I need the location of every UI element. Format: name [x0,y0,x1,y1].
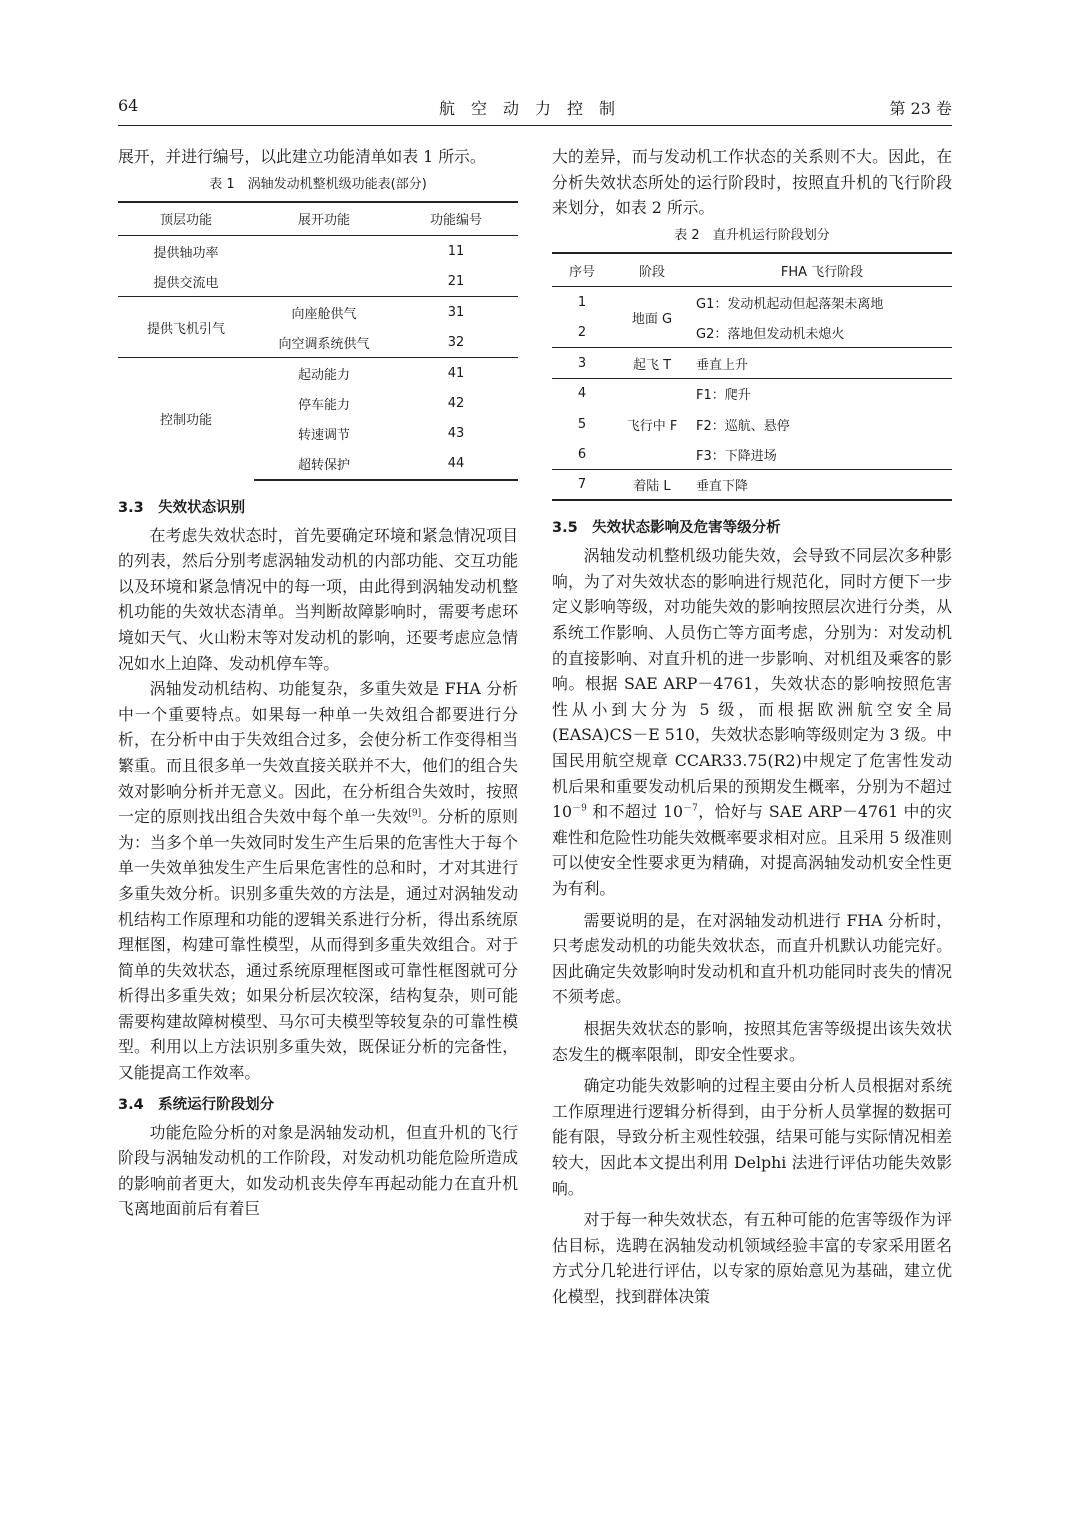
body-paragraph: 需要说明的是，在对涡轴发动机进行 FHA 分析时，只考虑发动机的功能失效状态，而直升机默认功能完好。因此确定失效影响时发动机和直升机功能同时丧失的情况不须考虑。 [552,910,952,1007]
intro-paragraph: 大的差异，而与发动机工作状态的关系则不大。因此，在分析失效状态所处的运行阶段时，按照直升机的飞行阶段来划分，如表 2 所示。 [552,147,952,218]
table1-function-list [118,201,518,481]
body-paragraph: 确定功能失效影响的过程主要由分析人员根据对系统工作原理进行逻辑分析得到，由于分析人员掌握的数据可能有限，导致分析主观性较强，结果可能与实际情况相差较大，因此本文提出利用 Delphi 法进行评估功能失效影响。 [552,1076,952,1198]
function-code-cell: 42 [447,395,465,411]
page-number: 64 [118,96,139,115]
sub-function-cell: 向座舱供气 [254,297,394,328]
section-heading-3-3: 3.3 失效状态识别 [118,499,246,516]
table1-caption: 表 1 涡轴发动机整机级功能表(部分) [209,176,427,192]
journal-title: 航空动力控制 [438,99,631,118]
body-paragraph: 在考虑失效状态时，首先要确定环境和紧急情况项目的列表，然后分别考虑涡轴发动机的内部功能、交互功能以及环境和紧急情况中的每一项，由此得到涡轴发动机整机功能的失效状态清单。当判断故障影响时，需要考虑环境如天气、火山粉末等对发动机的影响，还要考虑应急情况如水上迫降、发动机停车等。 [118,525,518,673]
table-header-row [118,202,518,236]
stage-cell: 飞行中 F [612,378,692,470]
paragraph-text: ，恰好与 SAE ARP－4761 中的灾难性和危险性功能失效概率要求相对应。且采用 5 级准则可以使安全性要求更为精确，对提高涡轴发动机安全性更为有利。 [552,802,952,898]
stage-cell: 着陆 L [612,470,692,501]
number-cell: 1 [577,294,587,310]
header-cell: 功能编号 [429,213,482,229]
number-cell: 5 [577,416,587,432]
table-row [552,348,952,379]
fha-phase-cell: G2：落地但发动机未熄火 [696,326,845,342]
paragraph-text: 和不超过 10 [586,802,684,822]
volume-label: 第 23 卷 [889,99,952,118]
paragraph-text: 涡轴发动机整机级功能失效，会导致不同层次多种影响，为了对失效状态的影响进行规范化，同时方便下一步定义影响等级，对功能失效的影响按照层次进行分类，从系统工作影响、人员伤亡等方面考虑，分别为：对发动机的直接影响、对直升机的进一步影响、对机组及乘客的影响。根据 SAE ARP－4761，失效状态的影响按照危害性从小到大分为 5 级，而根据欧洲航空安全局(EASA)CS－E 510，失效状态影响等级则定为 3 级。中国民用航空规章 CCAR33.75(R2)中规定了危害性发动机后果和重要发动机后果的预期发生概率，分别为不超过 10 [552,546,952,822]
top-function-cell: 提供轴功率 [153,245,219,261]
table2-flight-phases [552,252,952,502]
sub-function-cell: 停车能力 [297,397,350,413]
header-cell: 序号 [568,264,595,280]
header-cell: 展开功能 [297,213,350,229]
sub-function-cell: 超转保护 [254,449,394,480]
right-column [552,144,952,1310]
function-code-cell: 43 [447,426,465,442]
number-cell: 2 [577,324,587,340]
fha-phase-cell: F1：爬升 [692,378,952,409]
header-cell: FHA 飞行阶段 [780,264,864,280]
body-paragraph: 功能危险分析的对象是涡轴发动机，但直升机的飞行阶段与涡轴发动机的工作阶段，对发动机功能危险所造成的影响前者更大，如发动机丧失停车再起动能力在直升机飞离地面前后有着巨 [118,1122,518,1219]
body-paragraph [552,543,952,901]
table-row [552,378,952,409]
function-code-cell: 41 [394,358,518,389]
function-code-cell: 44 [394,449,518,480]
table-row [118,358,518,389]
intro-paragraph: 展开，并进行编号，以此建立功能清单如表 1 所示。 [118,147,486,166]
section-heading-3-5: 3.5 失效状态影响及危害等级分析 [552,520,781,537]
function-code-cell: 11 [447,243,465,259]
paragraph-text: 涡轴发动机结构、功能复杂，多重失效是 FHA 分析中一个重要特点。如果每一种单一失效组合都要进行分析，在分析中由于失效组合过多，会使分析工作变得相当繁重。而且很多单一失效直接关联并不大，他们的组合失效对影响分析并无意义。因此，在分析组合失效时，按照一定的原则找出组合失效中每个单一失效 [118,679,518,827]
fha-phase-cell: F3：下降进场 [696,448,777,464]
number-cell: 6 [577,446,587,462]
fha-phase-cell: 垂直下降 [692,470,952,501]
function-code-cell: 32 [447,334,465,350]
function-code-cell: 21 [447,273,465,289]
sub-function-cell: 向空调系统供气 [278,336,370,352]
stage-cell: 起飞 T [612,348,692,379]
table-row [118,266,518,297]
sub-function-cell: 起动能力 [254,358,394,389]
exponent: －9 [572,803,587,814]
table-row [118,297,518,328]
table-row [552,287,952,318]
left-column [118,144,518,1222]
top-function-cell: 控制功能 [118,358,254,480]
top-function-cell: 提供交流电 [153,275,219,291]
number-cell: 3 [552,348,612,379]
header-cell: 顶层功能 [159,213,212,229]
table-header-row [552,253,952,287]
header-cell: 阶段 [638,264,665,280]
stage-cell: 地面 G [631,311,673,327]
function-code-cell: 31 [394,297,518,328]
sub-function-cell [254,266,394,297]
sub-function-cell [254,236,394,267]
section-heading-3-4: 3.4 系统运行阶段划分 [118,1096,275,1113]
citation-ref: [9] [408,808,422,819]
running-header [118,92,952,126]
number-cell: 4 [552,378,612,409]
body-paragraph [118,676,518,1086]
paragraph-text: 。分析的原则为：当多个单一失效同时发生产生后果的危害性大于每个单一失效单独发生产生后果危害性的总和时，才对其进行多重失效分析。识别多重失效的方法是，通过对涡轴发动机结构工作原理和功能的逻辑关系进行分析，得出系统原理框图，构建可靠性模型，从而得到多重失效组合。对于简单的失效状态，通过系统原理框图或可靠性框图就可分析得出多重失效；如果分析层次较深，结构复杂，则可能需要构建故障树模型、马尔可夫模型等较复杂的可靠性模型。利用以上方法识别多重失效，既保证分析的完备性，又能提高工作效率。 [118,807,518,1083]
body-paragraph: 对于每一种失效状态，有五种可能的危害等级作为评估目标，选聘在涡轴发动机领域经验丰富的专家采用匿名方式分几轮进行评估，以专家的原始意见为基础，建立优化模型，找到群体决策 [552,1210,952,1306]
fha-phase-cell: G1：发动机起动但起落架未离地 [696,296,884,312]
number-cell: 7 [552,470,612,501]
top-function-cell: 提供飞机引气 [118,297,254,358]
table2-caption: 表 2 直升机运行阶段划分 [674,227,830,243]
table-row [118,236,518,267]
table-row [552,470,952,501]
fha-phase-cell: F2：巡航、悬停 [696,418,790,434]
exponent: －7 [683,803,698,814]
fha-phase-cell: 垂直上升 [692,348,952,379]
sub-function-cell: 转速调节 [297,428,350,444]
body-paragraph: 根据失效状态的影响，按照其危害等级提出该失效状态发生的概率限制，即安全性要求。 [552,1018,952,1064]
